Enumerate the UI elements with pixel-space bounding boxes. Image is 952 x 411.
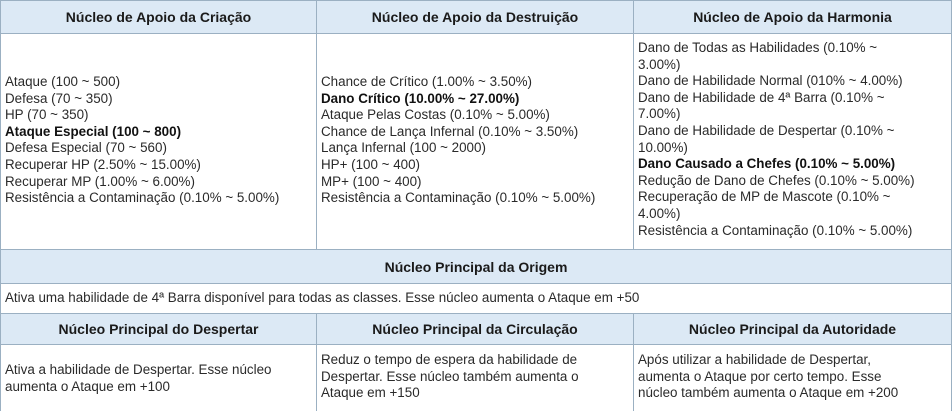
- creation-stat: Defesa (70 ~ 350): [5, 90, 113, 106]
- harmony-stat: Dano de Habilidade Normal (010% ~ 4.00%): [638, 73, 903, 89]
- header-creation: Núcleo de Apoio da Criação: [0, 0, 317, 34]
- creation-stat: HP (70 ~ 350): [5, 107, 89, 123]
- main-description-row: [0, 345, 952, 411]
- creation-stat: Recuperar MP (1.00% ~ 6.00%): [5, 173, 195, 189]
- header-harmony: Núcleo de Apoio da Harmonia: [634, 0, 952, 34]
- origin-description: Ativa uma habilidade de 4ª Barra disponível para todas as classes. Esse núcleo aumenta o Ataque em +50: [5, 290, 640, 306]
- destruction-stat: Ataque Pelas Costas (0.10% ~ 5.00%): [321, 107, 550, 123]
- harmony-stats-list: [638, 40, 947, 239]
- circulation-description-cell: [317, 345, 634, 411]
- creation-stat: Defesa Especial (70 ~ 560): [5, 140, 167, 156]
- creation-stat: Resistência a Contaminação (0.10% ~ 5.00%): [5, 190, 280, 206]
- awakening-description-cell: [0, 345, 317, 411]
- harmony-stat: Resistência a Contaminação (0.10% ~ 5.00%): [638, 222, 913, 238]
- awakening-description-line: aumenta o Ataque em +100: [5, 378, 170, 394]
- harmony-stat: Dano de Habilidade de 4ª Barra (0.10% ~: [638, 89, 885, 105]
- destruction-stats-list: [321, 74, 629, 207]
- destruction-stats-cell: [317, 34, 634, 250]
- support-stats-row: [0, 34, 952, 250]
- creation-stat-highlight: Ataque Especial (100 ~ 800): [5, 123, 182, 139]
- harmony-stat: Redução de Dano de Chefes (0.10% ~ 5.00%): [638, 172, 915, 188]
- harmony-stat: Dano de Habilidade de Despertar (0.10% ~: [638, 122, 895, 138]
- origin-header-row: [0, 250, 952, 284]
- circulation-description-line: Reduz o tempo de espera da habilidade de: [321, 352, 578, 367]
- creation-stats-cell: [0, 34, 317, 250]
- awakening-description-line: Ativa a habilidade de Despertar. Esse núcleo: [5, 362, 272, 377]
- destruction-stat: Lança Infernal (100 ~ 2000): [321, 140, 486, 156]
- harmony-stat-highlight: Dano Causado a Chefes (0.10% ~ 5.00%): [638, 156, 896, 172]
- destruction-stat: HP+ (100 ~ 400): [321, 156, 421, 172]
- creation-stat: Recuperar HP (2.50% ~ 15.00%): [5, 156, 201, 172]
- harmony-stat-cont: 7.00%): [638, 106, 681, 122]
- header-circulation: Núcleo Principal da Circulação: [317, 314, 634, 345]
- authority-description-line: Após utilizar a habilidade de Despertar,: [638, 352, 871, 367]
- circulation-description-line: Ataque em +150: [321, 385, 420, 401]
- authority-description-line: aumenta o Ataque por certo tempo. Esse: [638, 368, 882, 384]
- circulation-description-line: Despertar. Esse núcleo também aumenta o: [321, 368, 579, 384]
- origin-description-cell: [0, 284, 952, 314]
- creation-stats-list: [5, 74, 312, 207]
- header-destruction: Núcleo de Apoio da Destruição: [317, 0, 634, 34]
- destruction-stat: MP+ (100 ~ 400): [321, 173, 422, 189]
- header-authority: Núcleo Principal da Autoridade: [634, 314, 952, 345]
- circulation-description: [321, 352, 629, 402]
- destruction-stat: Chance de Crítico (1.00% ~ 3.50%): [321, 74, 533, 89]
- origin-description-row: [0, 284, 952, 314]
- harmony-stat: Dano de Todas as Habilidades (0.10% ~: [638, 40, 878, 55]
- authority-description-line: núcleo também aumenta o Ataque em +200: [638, 385, 899, 401]
- destruction-stat: Resistência a Contaminação (0.10% ~ 5.00%): [321, 190, 596, 206]
- awakening-description: [5, 362, 312, 395]
- support-header-row: [0, 0, 952, 34]
- harmony-stat-cont: 4.00%): [638, 205, 681, 221]
- creation-stat: Ataque (100 ~ 500): [5, 74, 121, 89]
- harmony-stat: Recuperação de MP de Mascote (0.10% ~: [638, 189, 891, 205]
- harmony-stat-cont: 10.00%): [638, 139, 688, 155]
- harmony-stat-cont: 3.00%): [638, 56, 681, 72]
- harmony-stats-cell: [634, 34, 952, 250]
- authority-description: [638, 352, 947, 402]
- header-awakening: Núcleo Principal do Despertar: [0, 314, 317, 345]
- header-origin: Núcleo Principal da Origem: [0, 250, 952, 284]
- destruction-stat-highlight: Dano Crítico (10.00% ~ 27.00%): [321, 90, 520, 106]
- destruction-stat: Chance de Lança Infernal (0.10% ~ 3.50%): [321, 123, 579, 139]
- main-header-row: [0, 314, 952, 345]
- authority-description-cell: [634, 345, 952, 411]
